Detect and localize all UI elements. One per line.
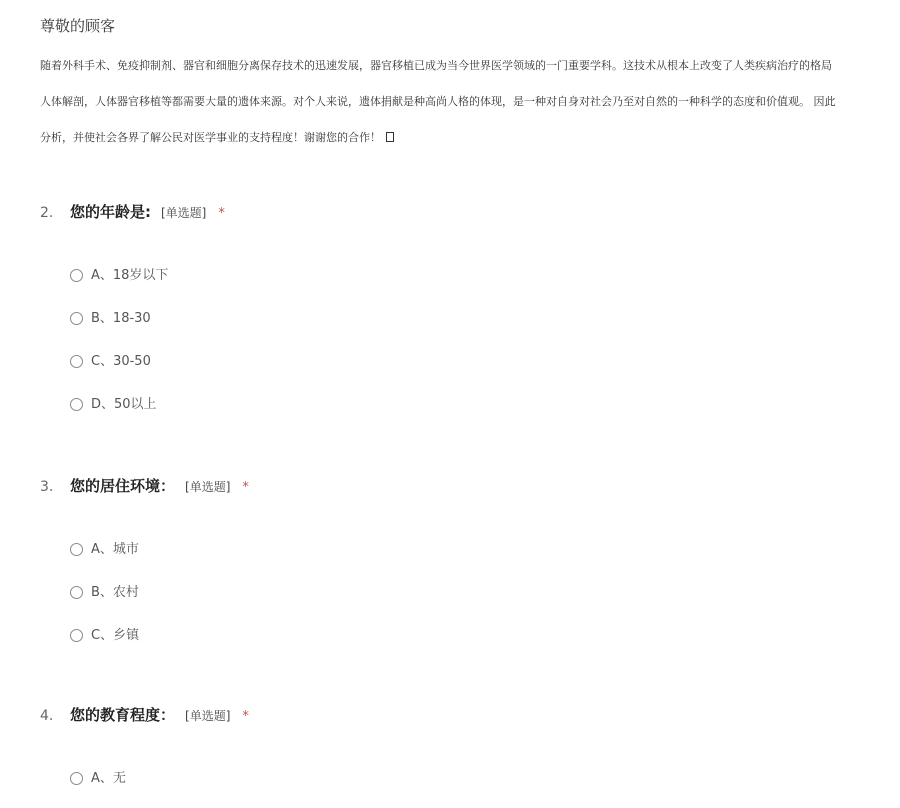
required-marker: * bbox=[242, 709, 249, 724]
option-age-under-18[interactable] bbox=[70, 262, 168, 286]
option-label: A、18岁以下 bbox=[91, 268, 169, 283]
radio-circle-icon[interactable] bbox=[70, 312, 83, 325]
question-title: 您的年龄是: bbox=[70, 203, 151, 221]
question-residence bbox=[40, 474, 900, 643]
question-title: 您的居住环境： bbox=[70, 477, 176, 495]
intro-line: 人体解剖，人体器官移植等都需要大量的遗体来源。对个人来说，遗体捐献是种高尚人格的体现，是一种对自身对社会乃至对自然的一种科学的态度和价值观。 因此 bbox=[40, 95, 836, 108]
question-type-label: [单选题] bbox=[185, 709, 231, 723]
radio-circle-icon[interactable] bbox=[70, 398, 83, 411]
intro-paragraph bbox=[40, 57, 900, 165]
option-label: B、农村 bbox=[91, 585, 139, 600]
question-title-row bbox=[40, 474, 900, 498]
intro-line: 随着外科手术、免疫抑制剂、器官和细胞分离保存技术的迅速发展，器官移植已成为当今世界医学领域的一门重要学科。这技术从根本上改变了人类疾病治疗的格局 bbox=[40, 59, 832, 72]
question-type-label: [单选题] bbox=[185, 480, 231, 494]
question-type-label: [单选题] bbox=[161, 206, 207, 220]
placeholder-box-icon bbox=[386, 132, 394, 142]
question-title: 您的教育程度： bbox=[70, 706, 176, 724]
question-title-row bbox=[40, 200, 900, 224]
radio-circle-icon[interactable] bbox=[70, 772, 83, 785]
radio-circle-icon[interactable] bbox=[70, 269, 83, 282]
option-age-over-50[interactable] bbox=[70, 391, 168, 415]
radio-circle-icon[interactable] bbox=[70, 629, 83, 642]
question-education bbox=[40, 703, 900, 786]
option-age-18-30[interactable] bbox=[70, 305, 168, 329]
intro-line bbox=[40, 129, 900, 146]
option-label: D、50以上 bbox=[91, 397, 157, 412]
option-label: B、18-30 bbox=[91, 311, 151, 326]
radio-circle-icon[interactable] bbox=[70, 543, 83, 556]
greeting-heading: 尊敬的顾客 bbox=[40, 17, 116, 35]
option-list bbox=[70, 262, 168, 434]
option-residence-city[interactable] bbox=[70, 536, 139, 560]
required-marker: * bbox=[218, 206, 225, 221]
question-number: 2. bbox=[40, 205, 54, 221]
option-education-none[interactable] bbox=[70, 765, 126, 789]
question-title-row bbox=[40, 703, 900, 727]
option-label: A、无 bbox=[91, 771, 126, 786]
question-age bbox=[40, 200, 900, 412]
required-marker: * bbox=[242, 480, 249, 495]
option-label: A、城市 bbox=[91, 542, 139, 557]
radio-circle-icon[interactable] bbox=[70, 586, 83, 599]
option-list bbox=[70, 536, 139, 665]
option-label: C、30-50 bbox=[91, 354, 151, 369]
option-age-30-50[interactable] bbox=[70, 348, 168, 372]
option-residence-rural[interactable] bbox=[70, 579, 139, 603]
option-list bbox=[70, 765, 126, 808]
intro-line-text: 分析，并使社会各界了解公民对医学事业的支持程度！谢谢您的合作！ bbox=[40, 131, 381, 144]
question-number: 3. bbox=[40, 479, 54, 495]
radio-circle-icon[interactable] bbox=[70, 355, 83, 368]
option-residence-town[interactable] bbox=[70, 622, 139, 646]
question-number: 4. bbox=[40, 708, 54, 724]
option-label: C、乡镇 bbox=[91, 628, 140, 643]
